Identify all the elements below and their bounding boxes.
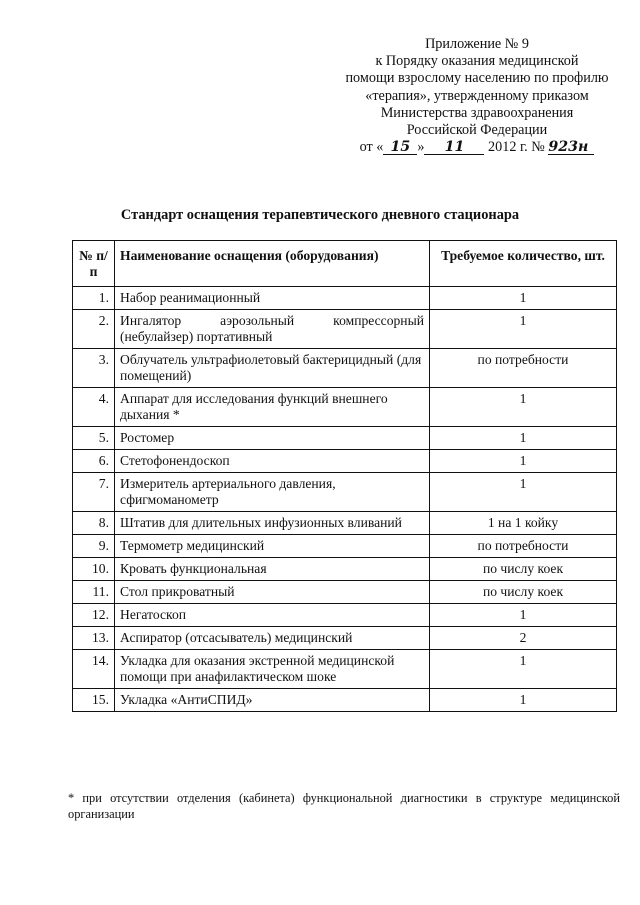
table-row — [73, 450, 617, 473]
date-prefix: от « — [359, 139, 384, 156]
appendix-line: помощи взрослому населению по профилю — [345, 70, 609, 87]
appendix-header — [318, 36, 636, 156]
row-num: 10. — [73, 558, 115, 581]
row-num: 7. — [73, 473, 115, 512]
appendix-line: «терапия», утвержденному приказом — [365, 87, 589, 104]
row-qty: 1 — [430, 689, 617, 712]
order-date-line — [318, 139, 636, 156]
equipment-table — [72, 240, 617, 712]
row-num: 3. — [73, 349, 115, 388]
appendix-line: Министерства здравоохранения — [380, 104, 574, 121]
row-num: 12. — [73, 604, 115, 627]
row-qty: по числу коек — [430, 558, 617, 581]
appendix-line: к Порядку оказания медицинской — [375, 53, 579, 70]
row-num: 11. — [73, 581, 115, 604]
row-name: Негатоскоп — [115, 604, 430, 627]
row-name: Штатив для длительных инфузионных вливаний — [115, 512, 430, 535]
footnote: * при отсутствии отделения (кабинета) функциональной диагностики в структуре медицинской организации — [68, 791, 620, 821]
row-qty: 1 — [430, 650, 617, 689]
header-name: Наименование оснащения (оборудования) — [115, 241, 430, 287]
date-year: 2012 г. № — [488, 139, 545, 156]
row-qty: по потребности — [430, 349, 617, 388]
row-num: 13. — [73, 627, 115, 650]
table-row — [73, 558, 617, 581]
row-name: Кровать функциональная — [115, 558, 430, 581]
row-name: Ингалятор аэрозольный компрессорный (небулайзер) портативный — [115, 310, 430, 349]
row-name: Стетофонендоскоп — [115, 450, 430, 473]
row-name: Измеритель артериального давления, сфигмоманометр — [115, 473, 430, 512]
row-num: 8. — [73, 512, 115, 535]
row-qty: 1 — [430, 450, 617, 473]
table-row — [73, 512, 617, 535]
table-row — [73, 287, 617, 310]
row-qty: 2 — [430, 627, 617, 650]
table-row — [73, 581, 617, 604]
table-row — [73, 604, 617, 627]
row-num: 14. — [73, 650, 115, 689]
document-title: Стандарт оснащения терапевтического дневного стационара — [120, 207, 520, 223]
table-row — [73, 310, 617, 349]
table-row — [73, 627, 617, 650]
appendix-line: Российской Федерации — [406, 122, 548, 139]
table-row — [73, 349, 617, 388]
row-qty: 1 — [430, 427, 617, 450]
row-qty: 1 — [430, 604, 617, 627]
row-name: Аппарат для исследования функций внешнего дыхания * — [115, 388, 430, 427]
row-qty: 1 — [430, 287, 617, 310]
row-name: Ростомер — [115, 427, 430, 450]
row-name: Набор реанимационный — [115, 287, 430, 310]
row-qty: по числу коек — [430, 581, 617, 604]
handwritten-day: 15 — [383, 140, 417, 155]
row-num: 6. — [73, 450, 115, 473]
row-num: 5. — [73, 427, 115, 450]
row-name: Термометр медицинский — [115, 535, 430, 558]
handwritten-order-number: 923н — [548, 140, 594, 155]
appendix-line: Приложение № 9 — [425, 36, 529, 52]
row-name: Стол прикроватный — [115, 581, 430, 604]
row-num: 1. — [73, 287, 115, 310]
table-row — [73, 689, 617, 712]
header-num: № п/п — [73, 241, 115, 287]
row-qty: 1 — [430, 388, 617, 427]
table-row — [73, 650, 617, 689]
row-name: Аспиратор (отсасыватель) медицинский — [115, 627, 430, 650]
header-qty: Требуемое количество, шт. — [430, 241, 617, 287]
table-header-row — [73, 241, 617, 287]
table-row — [73, 427, 617, 450]
table-row — [73, 535, 617, 558]
row-qty: 1 на 1 койку — [430, 512, 617, 535]
row-num: 4. — [73, 388, 115, 427]
row-qty: по потребности — [430, 535, 617, 558]
row-num: 9. — [73, 535, 115, 558]
handwritten-month: 11 — [424, 140, 484, 155]
date-mid: » — [417, 139, 425, 156]
row-num: 15. — [73, 689, 115, 712]
row-qty: 1 — [430, 473, 617, 512]
table-row — [73, 388, 617, 427]
row-name: Укладка для оказания экстренной медицинской помощи при анафилактическом шоке — [115, 650, 430, 689]
table-row — [73, 473, 617, 512]
row-num: 2. — [73, 310, 115, 349]
row-name: Облучатель ультрафиолетовый бактерицидный (для помещений) — [115, 349, 430, 388]
row-qty: 1 — [430, 310, 617, 349]
row-name: Укладка «АнтиСПИД» — [115, 689, 430, 712]
